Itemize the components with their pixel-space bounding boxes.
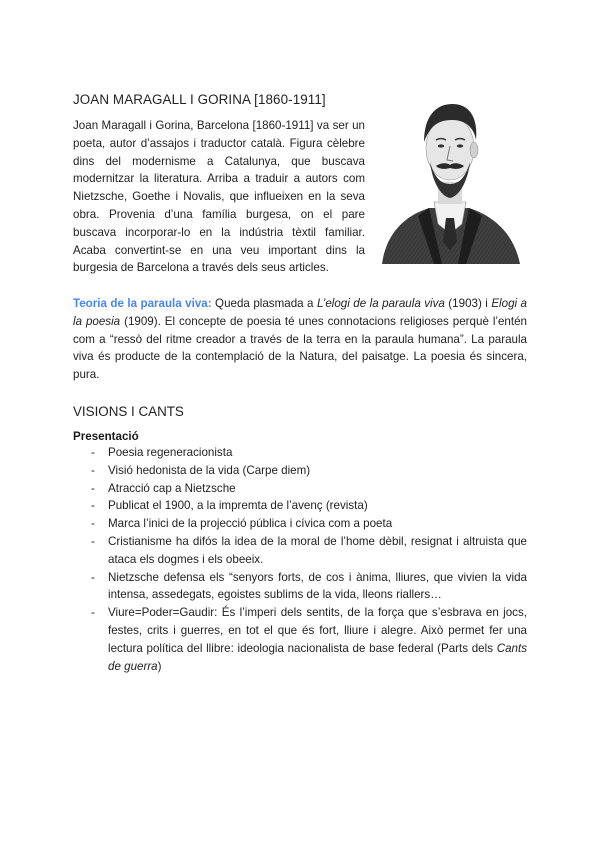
list-item: - Poesia regeneracionista xyxy=(73,444,527,462)
list-item: - Visió hedonista de la vida (Carpe diem) xyxy=(73,462,527,480)
portrait-image xyxy=(374,84,524,264)
work-title-2: Elogi a la poesia xyxy=(73,297,527,328)
section-title-visions: VISIONS I CANTS xyxy=(73,404,184,419)
subsection-title: Presentació xyxy=(73,430,139,443)
dash-marker: - xyxy=(91,499,95,513)
dash-marker: - xyxy=(91,446,95,459)
list-item: - Marca l’inici de la projecció pública i cívica com a poeta xyxy=(73,515,527,533)
dash-marker: - xyxy=(91,517,95,531)
theory-label: Teoria de la paraula viva: xyxy=(73,297,212,310)
bullet-list xyxy=(73,444,527,675)
theory-text-c: (1909). El concepte de poesia té unes connotacions religioses perquè l’entén com a “ressò del ritme creador a través de la terra en la paraula humana”. La paraula viva és producte de la contemplació de la Natura, del paisatge. La poesia és sincera, pura. xyxy=(73,314,527,382)
dash-marker: - xyxy=(91,570,95,584)
dash-marker: - xyxy=(91,463,95,477)
theory-text-b: (1903) i xyxy=(444,297,492,310)
work-title-1: L’elogi de la paraula viva xyxy=(316,297,445,310)
dash-marker: - xyxy=(91,481,95,495)
work-title-3: Cants de guerra xyxy=(108,641,527,673)
intro-paragraph: Joan Maragall i Gorina, Barcelona [1860-1911] va ser un poeta, autor d’assajos i traductor català. Figura cèlebre dins del modernisme a Catalunya, que buscava modernitzar la literatura. Arriba a traduir a autors com Nietzsche, Goethe i Novalis, que influeixen en la seva obra. Provenia d’una família burgesa, on el pare buscava incorporar-lo en la indústria tèxtil familiar. Acaba convertint-se en una veu important dins la burgesia de Barcelona a través dels seus articles. xyxy=(73,119,365,275)
list-item: - Viure=Poder=Gaudir: És l’imperi dels sentits, de la força que s’esbrava en jocs, festes, crits i guerres, en tot el que és fort, lliure i alegre. Això permet fer una lectura política del llibre: ideologia nacionalista de base federal (Parts dels Cants de guerra) xyxy=(91,606,527,673)
dash-marker: - xyxy=(91,534,95,548)
section-title-maragall: JOAN MARAGALL I GORINA [1860-1911] xyxy=(73,92,326,107)
list-item: - Publicat el 1900, a la impremta de l’avenç (revista) xyxy=(73,497,527,515)
theory-text-a: Queda plasmada a xyxy=(211,297,317,310)
theory-paragraph xyxy=(73,295,527,384)
list-item: - Nietzsche defensa els “senyors forts, de cos i ànima, lliures, que vivien la vida intensa, assedegats, egoistes sublims de la vida, lleons riallers… xyxy=(91,570,527,602)
list-item: - Cristianisme ha difós la idea de la moral de l’home dèbil, resignat i altruista que ataca els dogmes i els obeeix. xyxy=(91,534,527,566)
dash-marker: - xyxy=(91,606,95,620)
list-item: - Atracció cap a Nietzsche xyxy=(73,480,527,498)
